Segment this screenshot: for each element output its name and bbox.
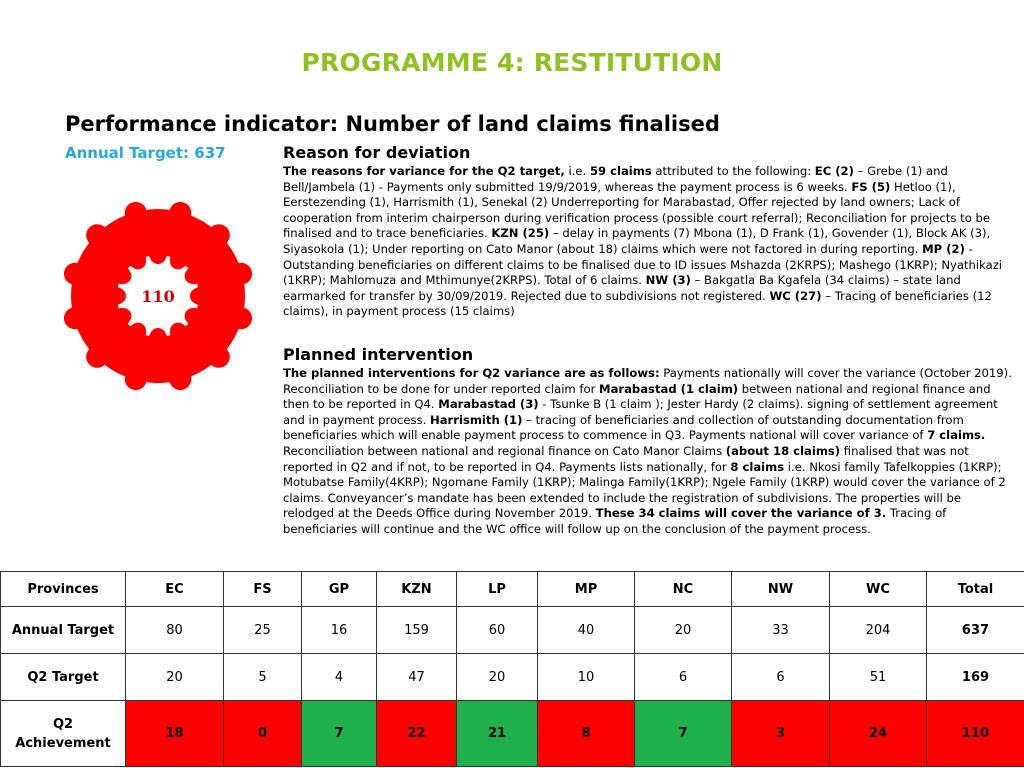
intervention-text — [283, 366, 1015, 538]
donut-inner-bump — [190, 288, 206, 304]
q2-target-cell-total: 169 — [927, 654, 1024, 701]
intervention-segment: - Tsunke B (1 claim ); Jester Hardy (2 claims). signing of settlement agreement and in payment process. — [283, 397, 998, 427]
donut-outer-bump — [125, 202, 147, 224]
donut-inner-bump — [170, 323, 186, 339]
page-title: PROGRAMME 4: RESTITUTION — [301, 48, 723, 77]
row-label-annual-target: Annual Target — [1, 607, 126, 654]
reason-segment: – Grebe (1) and Bell/Jambela (1) - Payments only submitted 19/9/2019, whereas the payment process is 6 weeks. — [283, 164, 948, 194]
reason-segment: – delay in payments (7) Mbona (1), D Frank (1), Govender (1), Block AK (3), Siyasokola (1); Under reporting on Cato Manor (about 18) claims which were not factored in during reporting. — [283, 226, 991, 256]
intervention-segment: between national and regional finance and then to be reported in Q4. — [283, 381, 991, 412]
donut-outer-bump — [230, 263, 252, 285]
column-header-nw: NW — [732, 572, 830, 607]
intervention-segment: The planned interventions for Q2 variance are as follows: — [283, 366, 660, 380]
intervention-segment: i.e. Nkosi family Tafelkoppies (1KRP); Motubatse Family(4KRP); Ngomane Family (1KRP); Malinga Family(1KRP); Ngele Family (1KRP) would cover the variance of 2 claims. Conveyancer’s mandate has been extended to include the registration of subdivisions. The properties will be relodged at the Deeds Office during November 2019. — [283, 459, 1006, 521]
q2-target-cell-mp: 10 — [538, 654, 635, 701]
q2-achievement-cell-wc: 24 — [830, 701, 927, 767]
q2-target-cell-nc: 6 — [635, 654, 732, 701]
donut-inner-bump — [150, 248, 166, 264]
column-header-mp: MP — [538, 572, 635, 607]
row-label-line-1: Q2 — [52, 716, 74, 732]
table-row-q2-achievement — [1, 701, 1024, 767]
reason-segment: KZN (25) — [491, 226, 550, 241]
intervention-segment: Reconciliation between national and regional finance on Cato Manor Claims — [283, 443, 726, 458]
reason-segment: MP (2) — [922, 241, 965, 256]
donut-inner-bump — [115, 308, 131, 324]
annual-target-cell-mp: 40 — [538, 607, 635, 654]
donut-inner-bump — [185, 268, 201, 284]
q2-achievement-cell-nc: 7 — [635, 701, 732, 767]
donut-outer-bump — [64, 263, 86, 285]
reason-segment: Hetloo (1), Eerstezending (1), Harrismith (1), Senekal (2) Underreporting for Marabastad, Offer rejected by land owners; Lack of cooperation from interim chairperson during verification process (possible court referral); Reconciliation for projects to be finalised and to trace beneficiaries. — [283, 179, 990, 241]
reason-segment: NW (3) — [645, 273, 691, 288]
q2-achievement-cell-mp: 8 — [538, 701, 635, 767]
annual-target-cell-nw: 33 — [732, 607, 830, 654]
annual-target-cell-total: 637 — [927, 607, 1024, 654]
table-header-row — [1, 572, 1024, 607]
intervention-segment: (about 18 claims) — [725, 443, 841, 458]
donut-inner-bump — [150, 328, 166, 344]
annual-target-cell-fs: 25 — [224, 607, 302, 654]
intervention-segment: Harrismith (1) — [430, 412, 523, 427]
reason-segment: attributed to the following: — [651, 164, 815, 178]
column-header-lp: LP — [457, 572, 538, 607]
reason-segment: 59 claims — [589, 164, 652, 178]
column-header-nc: NC — [635, 572, 732, 607]
q2-target-cell-wc: 51 — [830, 654, 927, 701]
annual-target-cell-wc: 204 — [830, 607, 927, 654]
reason-segment: The reasons for variance for the Q2 target, — [283, 164, 565, 178]
donut-inner-bump — [130, 323, 146, 339]
reason-heading: Reason for deviation — [283, 143, 471, 162]
donut-inner-bump — [115, 268, 131, 284]
annual-target-cell-kzn: 159 — [377, 607, 457, 654]
annual-target-cell-ec: 80 — [126, 607, 224, 654]
column-header-total: Total — [927, 572, 1024, 607]
reason-segment: FS (5) — [851, 179, 891, 194]
donut-outer-bump — [125, 368, 147, 390]
column-header-kzn: KZN — [377, 572, 457, 607]
donut-outer-bump — [208, 224, 230, 246]
q2-achievement-cell-total: 110 — [927, 701, 1024, 767]
q2-achievement-cell-kzn: 22 — [377, 701, 457, 767]
annual-target-cell-nc: 20 — [635, 607, 732, 654]
donut-outer-bump — [230, 307, 252, 329]
row-label-q2-achievement — [1, 701, 126, 767]
donut-inner-bump — [185, 308, 201, 324]
q2-achievement-cell-fs: 0 — [224, 701, 302, 767]
intervention-segment: Marabastad (1 claim) — [599, 381, 739, 396]
row-label-q2-target: Q2 Target — [1, 654, 126, 701]
performance-indicator: Performance indicator: Number of land claims finalised — [65, 112, 720, 136]
q2-achievement-cell-nw: 3 — [732, 701, 830, 767]
q2-achievement-cell-gp: 7 — [302, 701, 377, 767]
q2-target-cell-ec: 20 — [126, 654, 224, 701]
intervention-segment: Tracing of beneficiaries will continue and the WC office will follow up on the conclusion of the payment process. — [283, 506, 947, 536]
reason-segment: WC (27) — [769, 288, 822, 303]
donut-outer-bump — [86, 224, 108, 246]
reason-text — [283, 164, 1015, 320]
donut-value-label: 110 — [141, 287, 175, 306]
donut-outer-bump — [169, 202, 191, 224]
intervention-segment: finalised that was not reported in Q2 and if not, to be reported in Q4. Payments lists nationally, for — [283, 443, 969, 474]
table-row-q2-target — [1, 654, 1024, 701]
donut-inner-bump — [170, 253, 186, 269]
q2-target-cell-fs: 5 — [224, 654, 302, 701]
intervention-segment: Payments nationally will cover the variance (October 2019). Reconciliation to be done for under reported claim for — [283, 366, 1012, 396]
column-header-gp: GP — [302, 572, 377, 607]
donut-outer-bump — [86, 346, 108, 368]
column-header-fs: FS — [224, 572, 302, 607]
annual-target-cell-lp: 60 — [457, 607, 538, 654]
donut-inner-bump — [110, 288, 126, 304]
q2-achievement-cell-ec: 18 — [126, 701, 224, 767]
table-row-annual-target — [1, 607, 1024, 654]
intervention-segment: 7 claims. — [927, 428, 986, 443]
donut-inner-bump — [130, 253, 146, 269]
reason-segment: EC (2) — [814, 164, 854, 178]
annual-target: Annual Target: 637 — [65, 144, 226, 162]
intervention-segment: These 34 claims will cover the variance of 3. — [595, 506, 887, 521]
intervention-segment: – tracing of beneficiaries and collection of outstanding documentation from beneficiaries which will enable payment process to commence in Q3. Payments national will cover variance of — [283, 412, 964, 443]
q2-target-cell-nw: 6 — [732, 654, 830, 701]
reason-segment: i.e. — [564, 164, 590, 178]
reason-segment: – Tracing of beneficiaries (12 claims), in payment process (15 claims) — [283, 288, 992, 319]
reason-segment: - Outstanding beneficiaries on different claims to be finalised due to ID issues Mshazda (2KRPS); Mashego (1KRP); Nyathikazi (1KRP); Mahlomuza and Mthimunye(2KRPS). Total of 6 claims. — [283, 241, 1003, 288]
reason-segment: – Bakgatla Ba Kgafela (34 claims) – state land earmarked for transfer by 30/09/2019. Rejected due to subdivisions not registered. — [283, 273, 961, 303]
donut-outer-bump — [64, 307, 86, 329]
provinces-table — [0, 571, 1024, 767]
column-header-ec: EC — [126, 572, 224, 607]
column-header-wc: WC — [830, 572, 927, 607]
q2-target-cell-kzn: 47 — [377, 654, 457, 701]
column-header-provinces: Provinces — [1, 572, 126, 607]
intervention-segment: 8 claims — [730, 459, 785, 474]
q2-target-cell-gp: 4 — [302, 654, 377, 701]
q2-achievement-cell-lp: 21 — [457, 701, 538, 767]
q2-target-cell-lp: 20 — [457, 654, 538, 701]
donut-outer-bump — [169, 368, 191, 390]
annual-target-cell-gp: 16 — [302, 607, 377, 654]
intervention-heading: Planned intervention — [283, 345, 474, 364]
achievement-donut-chart — [60, 198, 256, 394]
donut-outer-bump — [208, 346, 230, 368]
row-label-line-2: Achievement — [15, 735, 111, 751]
intervention-segment: Marabastad (3) — [438, 397, 539, 412]
